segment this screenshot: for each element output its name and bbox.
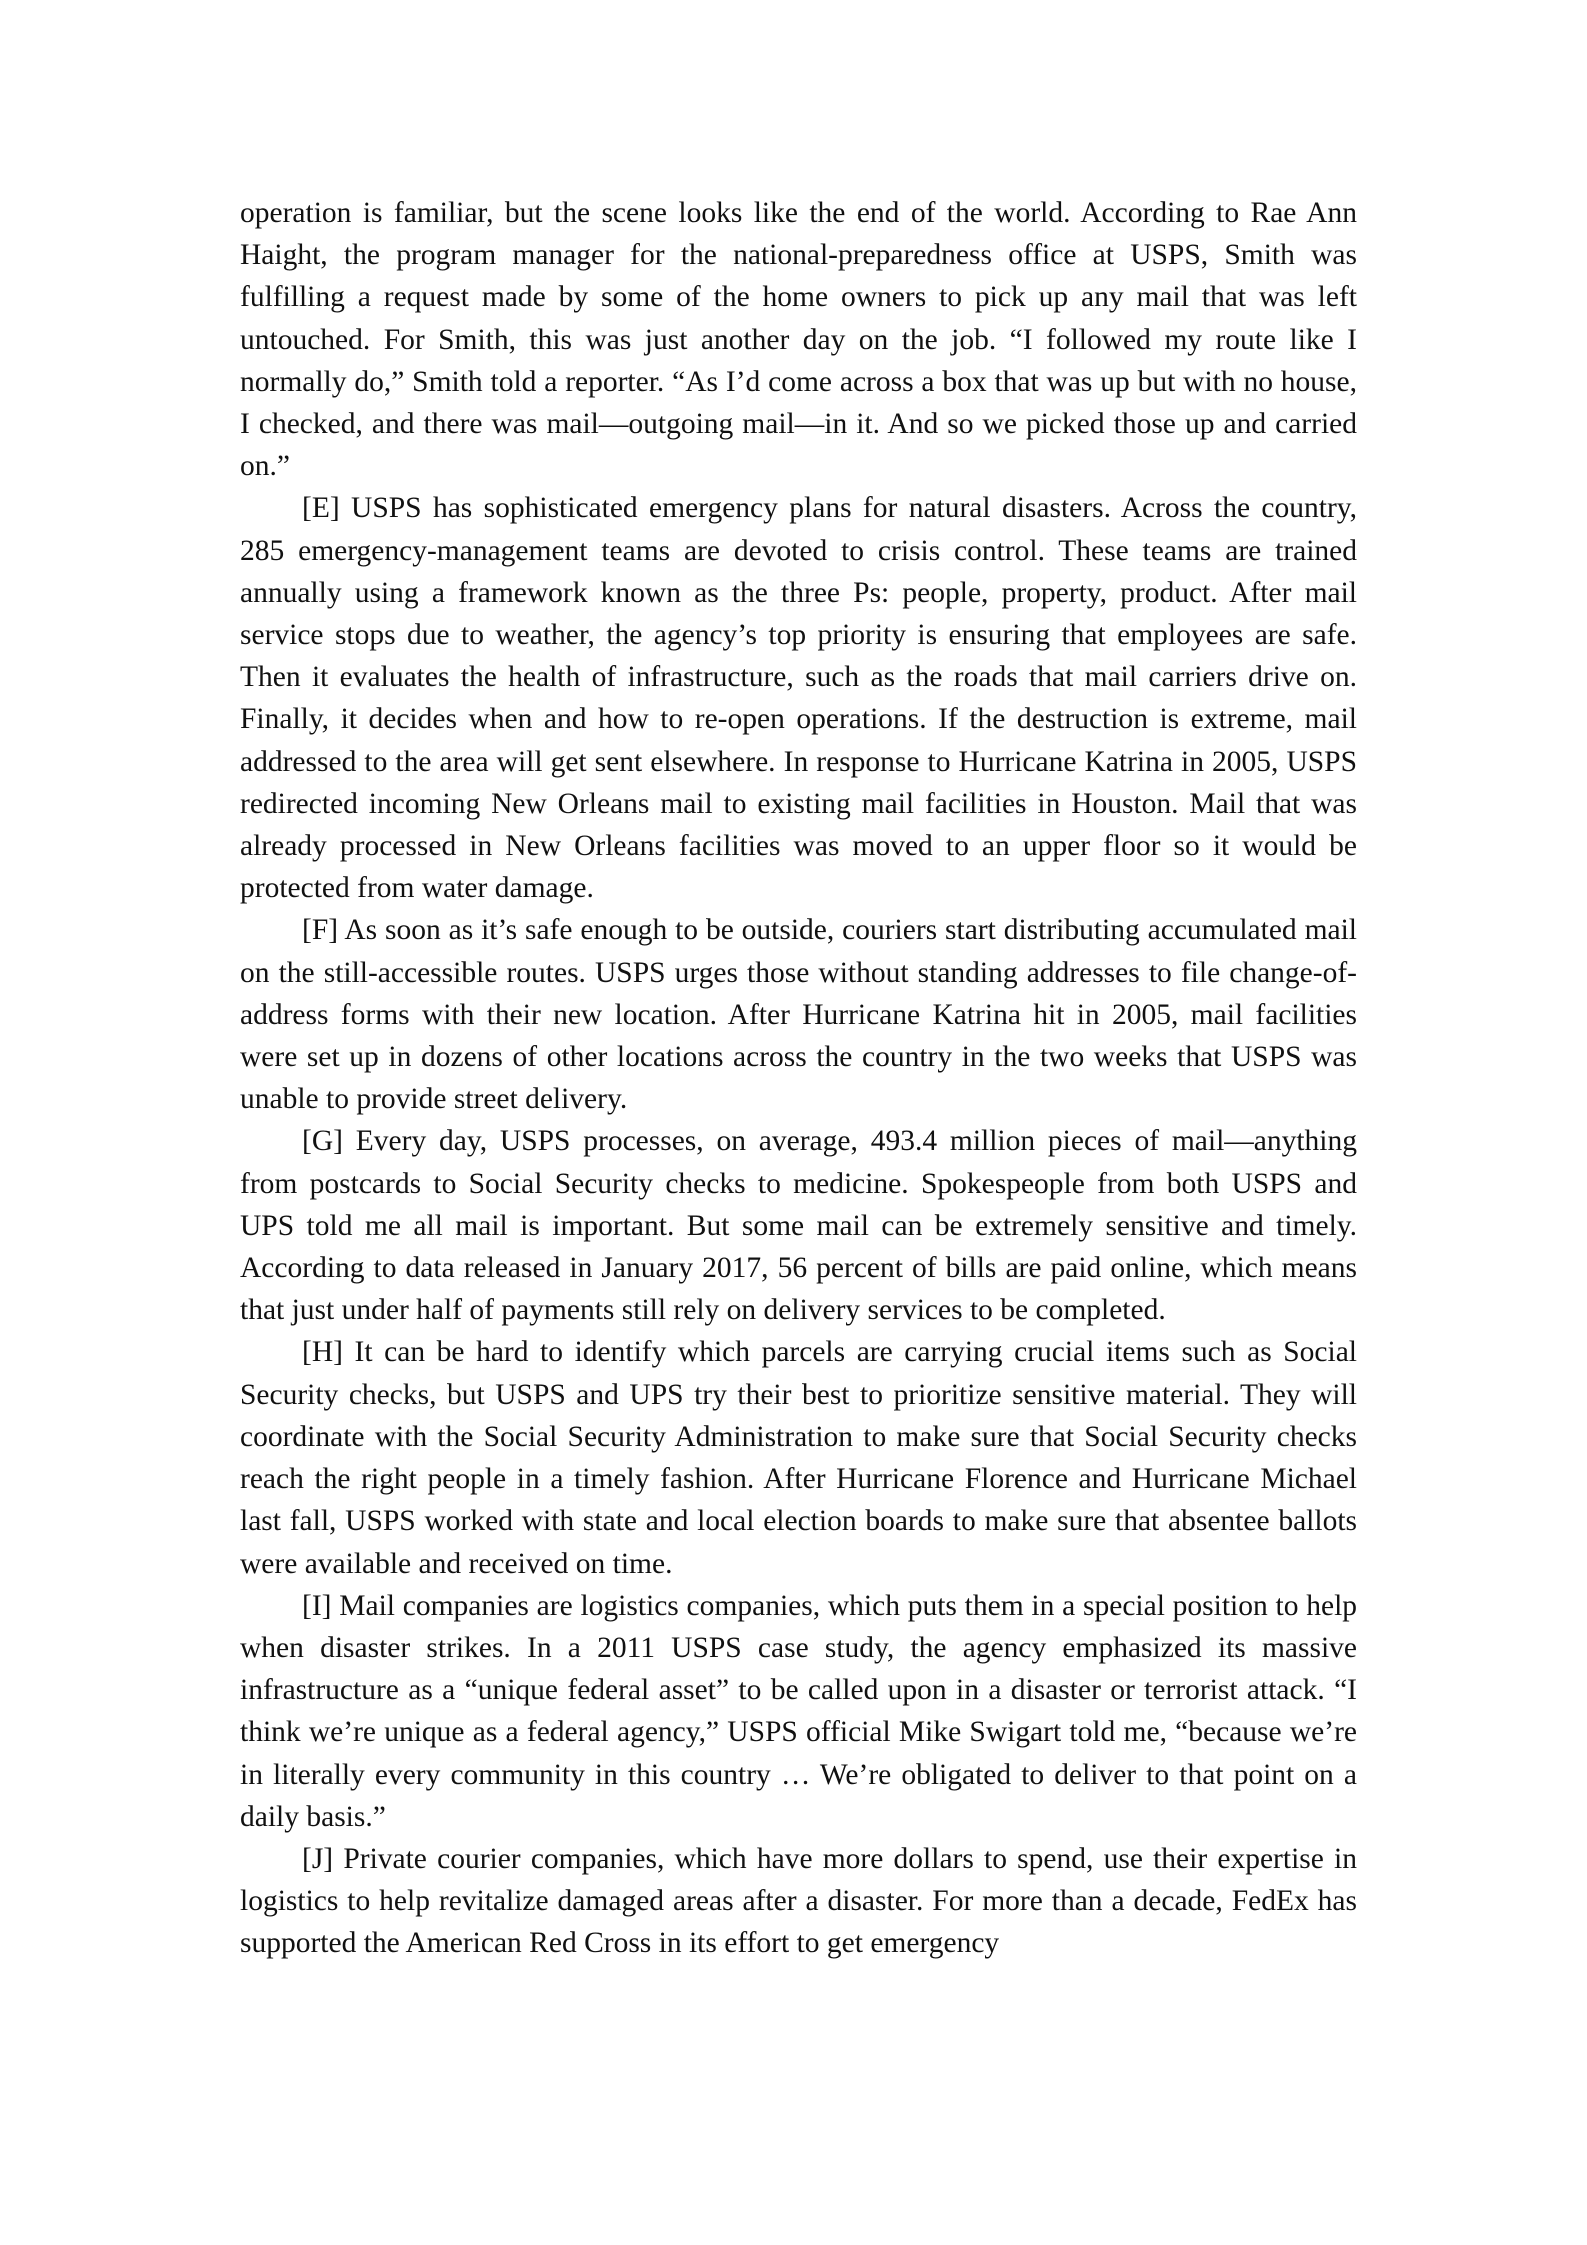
paragraph-label: [H] (302, 1336, 343, 1369)
paragraph-text: Mail companies are logistics companies, which puts them in a special position to help when disaster strikes. In a 2011 USPS case study, the agency emphasized its massive infrastructure as a “unique federal asset” to be called upon in a disaster or terrorist attack. “I think we’re unique as a federal agency,” USPS official Mike Swigart told me, “because we’re in literally every community in this country … We’re obligated to deliver to that point on a daily basis.” (240, 1589, 1358, 1833)
paragraph-j (240, 1838, 1357, 1965)
paragraph-text: As soon as it’s safe enough to be outside, couriers start distributing accumulated mail on the still-accessible routes. USPS urges those without standing addresses to file change-of-address forms with their new location. After Hurricane Katrina hit in 2005, mail facilities were set up in dozens of other locations across the country in the two weeks that USPS was unable to provide street delivery. (240, 914, 1357, 1116)
paragraph-g (240, 1120, 1357, 1331)
paragraph-label: [E] (302, 492, 340, 525)
paragraph-text: Every day, USPS processes, on average, 493.4 million pieces of mail—anything from postcards to Social Security checks to medicine. Spokespeople from both USPS and UPS told me all mail is important. But some mail can be extremely sensitive and timely. According to data released in January 2017, 56 percent of bills are paid online, which means that just under half of payments still rely on delivery services to be completed. (240, 1125, 1358, 1327)
paragraph-text: Private courier companies, which have more dollars to spend, use their expertise in logistics to help revitalize damaged areas after a disaster. For more than a decade, FedEx has supported the American Red Cross in its effort to get emergency (240, 1842, 1357, 1960)
paragraph-h (240, 1331, 1357, 1584)
paragraph-e (240, 487, 1357, 909)
paragraph-label: [I] (302, 1589, 332, 1622)
paragraph-label: [F] (302, 914, 339, 947)
paragraph-i (240, 1585, 1357, 1838)
paragraph-f (240, 909, 1357, 1120)
paragraph-text: operation is familiar, but the scene looks like the end of the world. According to Rae Ann Haight, the program manager for the national-preparedness office at USPS, Smith was fulfilling a request made by some of the home owners to pick up any mail that was left untouched. For Smith, this was just another day on the job. “I followed my route like I normally do,” Smith told a reporter. “As I’d come across a box that was up but with no house, I checked, and there was mail—outgoing mail—in it. And so we picked those up and carried on.” (240, 197, 1357, 483)
paragraph-label: [G] (302, 1125, 343, 1158)
document-page (240, 192, 1357, 1965)
paragraph-text: It can be hard to identify which parcels are carrying crucial items such as Social Security checks, but USPS and UPS try their best to prioritize sensitive material. They will coordinate with the Social Security Administration to make sure that Social Security checks reach the right people in a timely fashion. After Hurricane Florence and Hurricane Michael last fall, USPS worked with state and local election boards to make sure that absentee ballots were available and received on time. (240, 1336, 1357, 1580)
paragraph-text: USPS has sophisticated emergency plans for natural disasters. Across the country, 285 emergency-management teams are devoted to crisis control. These teams are trained annually using a framework known as the three Ps: people, property, product. After mail service stops due to weather, the agency’s top priority is ensuring that employees are safe. Then it evaluates the health of infrastructure, such as the roads that mail carriers drive on. Finally, it decides when and how to re-open operations. If the destruction is extreme, mail addressed to the area will get sent elsewhere. In response to Hurricane Katrina in 2005, USPS redirected incoming New Orleans mail to existing mail facilities in Houston. Mail that was already processed in New Orleans facilities was moved to an upper floor so it would be protected from water damage. (240, 492, 1357, 905)
paragraph-label: [J] (302, 1842, 334, 1875)
paragraph-continuation (240, 192, 1357, 487)
